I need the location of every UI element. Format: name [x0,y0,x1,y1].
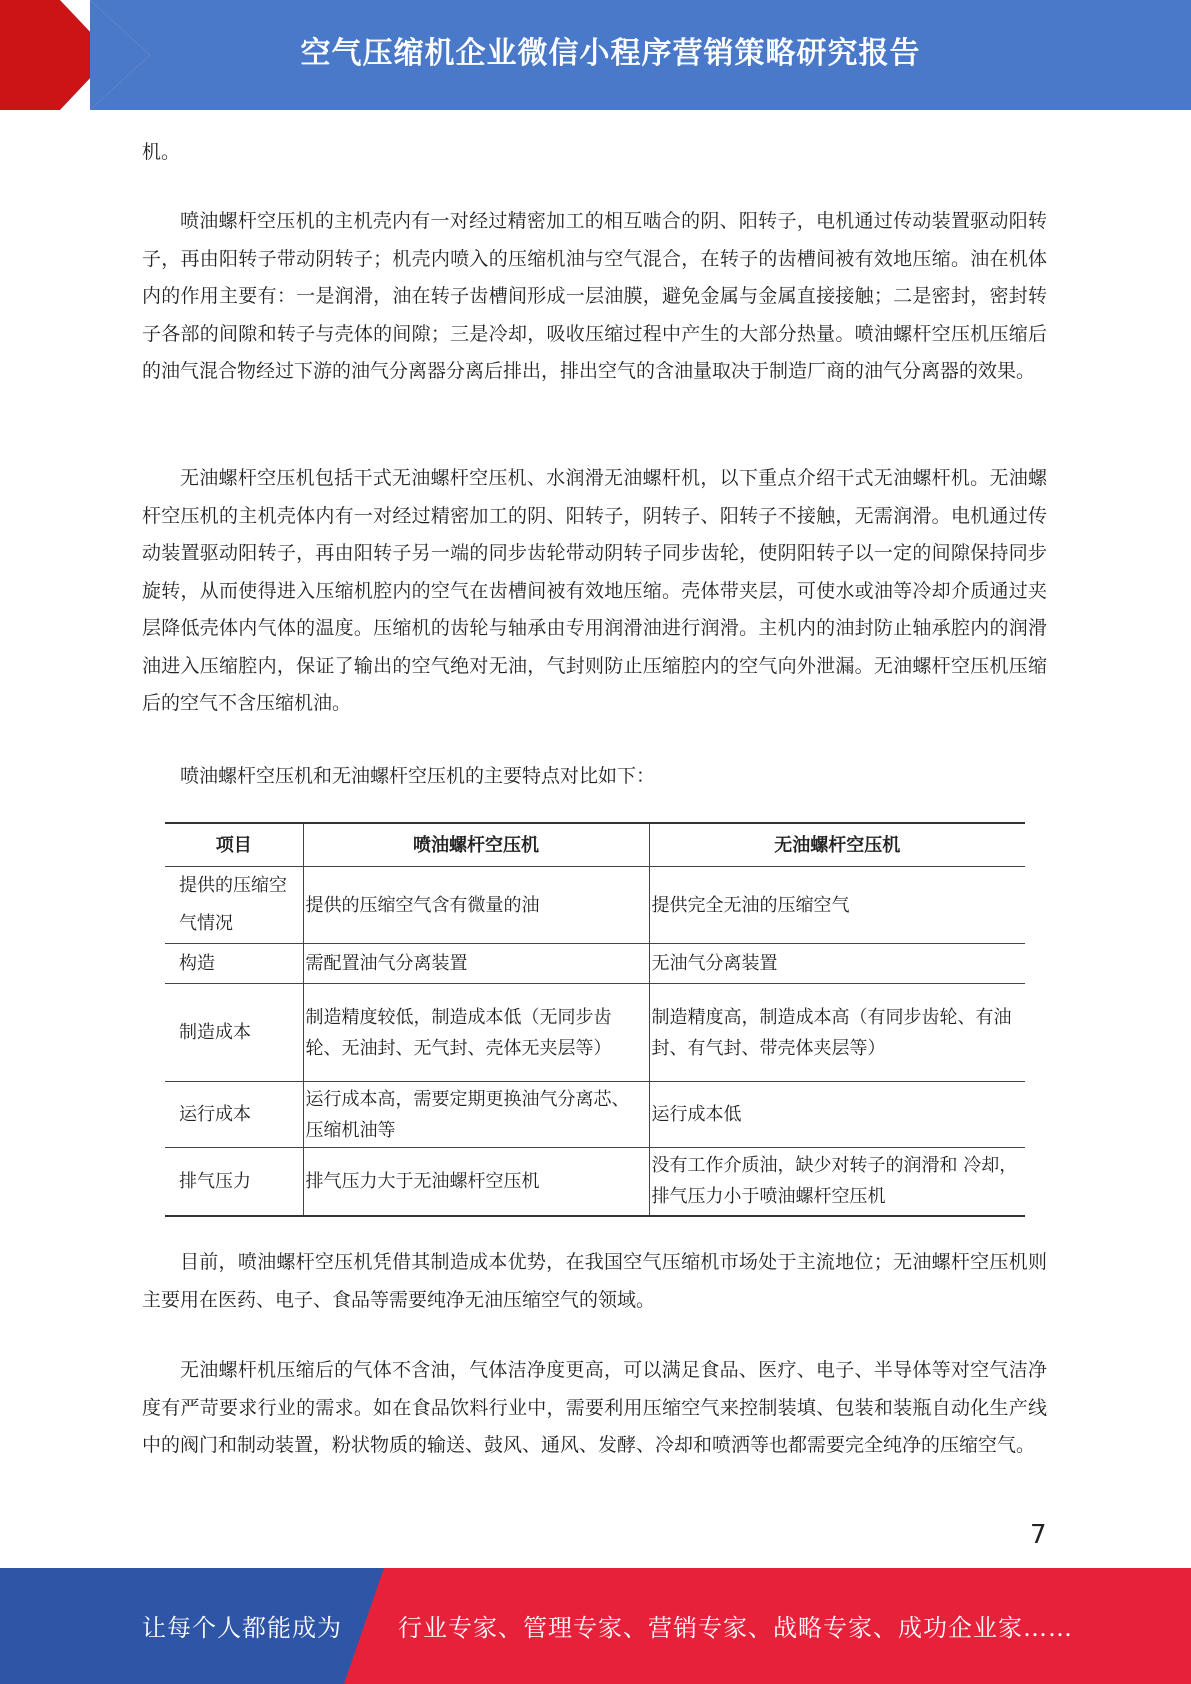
footer-slogan-left: 让每个人都能成为 [142,1614,342,1642]
paragraph-continuation: 机。 [142,141,181,163]
table-row [165,984,1025,1082]
paragraph-market-status: 目前，喷油螺杆空压机凭借其制造成本优势，在我国空气压缩机市场处于主流地位；无油螺杆空压机则主要用在医药、电子、食品等需要纯净无油压缩空气的领域。 [142,1251,1047,1311]
table-cell-item: 排气压力 [165,1148,303,1216]
table-cell: 提供完全无油的压缩空气 [649,867,1025,944]
report-title: 空气压缩机企业微信小程序营销策略研究报告 [300,36,921,71]
table-header-cell: 项目 [165,823,303,867]
table-row [165,944,1025,984]
table-cell: 排气压力大于无油螺杆空压机 [303,1148,649,1216]
paragraph-table-intro: 喷油螺杆空压机和无油螺杆空压机的主要特点对比如下： [180,765,656,787]
table-cell: 运行成本高，需要定期更换油气分离芯、压缩机油等 [303,1082,649,1148]
table-row [165,1082,1025,1148]
page-number: 7 [1030,1520,1047,1550]
paragraph-applications: 无油螺杆机压缩后的气体不含油，气体洁净度更高，可以满足食品、医疗、电子、半导体等对空气洁净度有严苛要求行业的需求。如在食品饮料行业中，需要利用压缩空气来控制装填、包装和装瓶自动化生产线中的阀门和制动装置，粉状物质的输送、鼓风、通风、发酵、冷却和喷洒等也都需要完全纯净的压缩空气。 [142,1359,1047,1456]
table-header-row [165,823,1025,867]
comparison-table [165,822,1025,1217]
table-cell-item: 制造成本 [165,984,303,1082]
table-cell-item: 运行成本 [165,1082,303,1148]
table-row [165,867,1025,944]
footer-band [0,1568,1191,1684]
table-cell-item: 构造 [165,944,303,984]
table-header-cell: 喷油螺杆空压机 [303,823,649,867]
table-cell: 提供的压缩空气含有微量的油 [303,867,649,944]
table-cell: 制造精度高，制造成本高（有同步齿轮、有油封、有气封、带壳体夹层等） [649,984,1025,1082]
table-cell-item: 提供的压缩空气情况 [165,867,303,944]
table-cell: 没有工作介质油，缺少对转子的润滑和 冷却，排气压力小于喷油螺杆空压机 [649,1148,1025,1216]
table-cell: 无油气分离装置 [649,944,1025,984]
paragraph-oil-injected: 喷油螺杆空压机的主机壳内有一对经过精密加工的相互啮合的阴、阳转子，电机通过传动装置驱动阳转子，再由阳转子带动阴转子；机壳内喷入的压缩机油与空气混合，在转子的齿槽间被有效地压缩。油在机体内的作用主要有：一是润滑，油在转子齿槽间形成一层油膜，避免金属与金属直接接触；二是密封，密封转子各部的间隙和转子与壳体的间隙；三是冷却，吸收压缩过程中产生的大部分热量。喷油螺杆空压机压缩后的油气混合物经过下游的油气分离器分离后排出，排出空气的含油量取决于制造厂商的油气分离器的效果。 [142,210,1047,382]
table-cell: 需配置油气分离装置 [303,944,649,984]
table-header-cell: 无油螺杆空压机 [649,823,1025,867]
paragraph-oil-free: 无油螺杆空压机包括干式无油螺杆空压机、水润滑无油螺杆机，以下重点介绍干式无油螺杆机。无油螺杆空压机的主机壳体内有一对经过精密加工的阴、阳转子，阴转子、阳转子不接触，无需润滑。电机通过传动装置驱动阳转子，再由阳转子另一端的同步齿轮带动阴转子同步齿轮，使阴阳转子以一定的间隙保持同步旋转，从而使得进入压缩机腔内的空气在齿槽间被有效地压缩。壳体带夹层，可使水或油等冷却介质通过夹层降低壳体内气体的温度。压缩机的齿轮与轴承由专用润滑油进行润滑。主机内的油封防止轴承腔内的润滑油进入压缩腔内，保证了输出的空气绝对无油，气封则防止压缩腔内的空气向外泄漏。无油螺杆空压机压缩后的空气不含压缩机油。 [142,467,1047,714]
footer-slogan-right: 行业专家、管理专家、营销专家、战略专家、成功企业家…… [398,1614,1073,1642]
header-band [0,0,1191,110]
table-cell: 运行成本低 [649,1082,1025,1148]
table-row [165,1148,1025,1216]
table-cell: 制造精度较低，制造成本低（无同步齿轮、无油封、无气封、壳体无夹层等） [303,984,649,1082]
